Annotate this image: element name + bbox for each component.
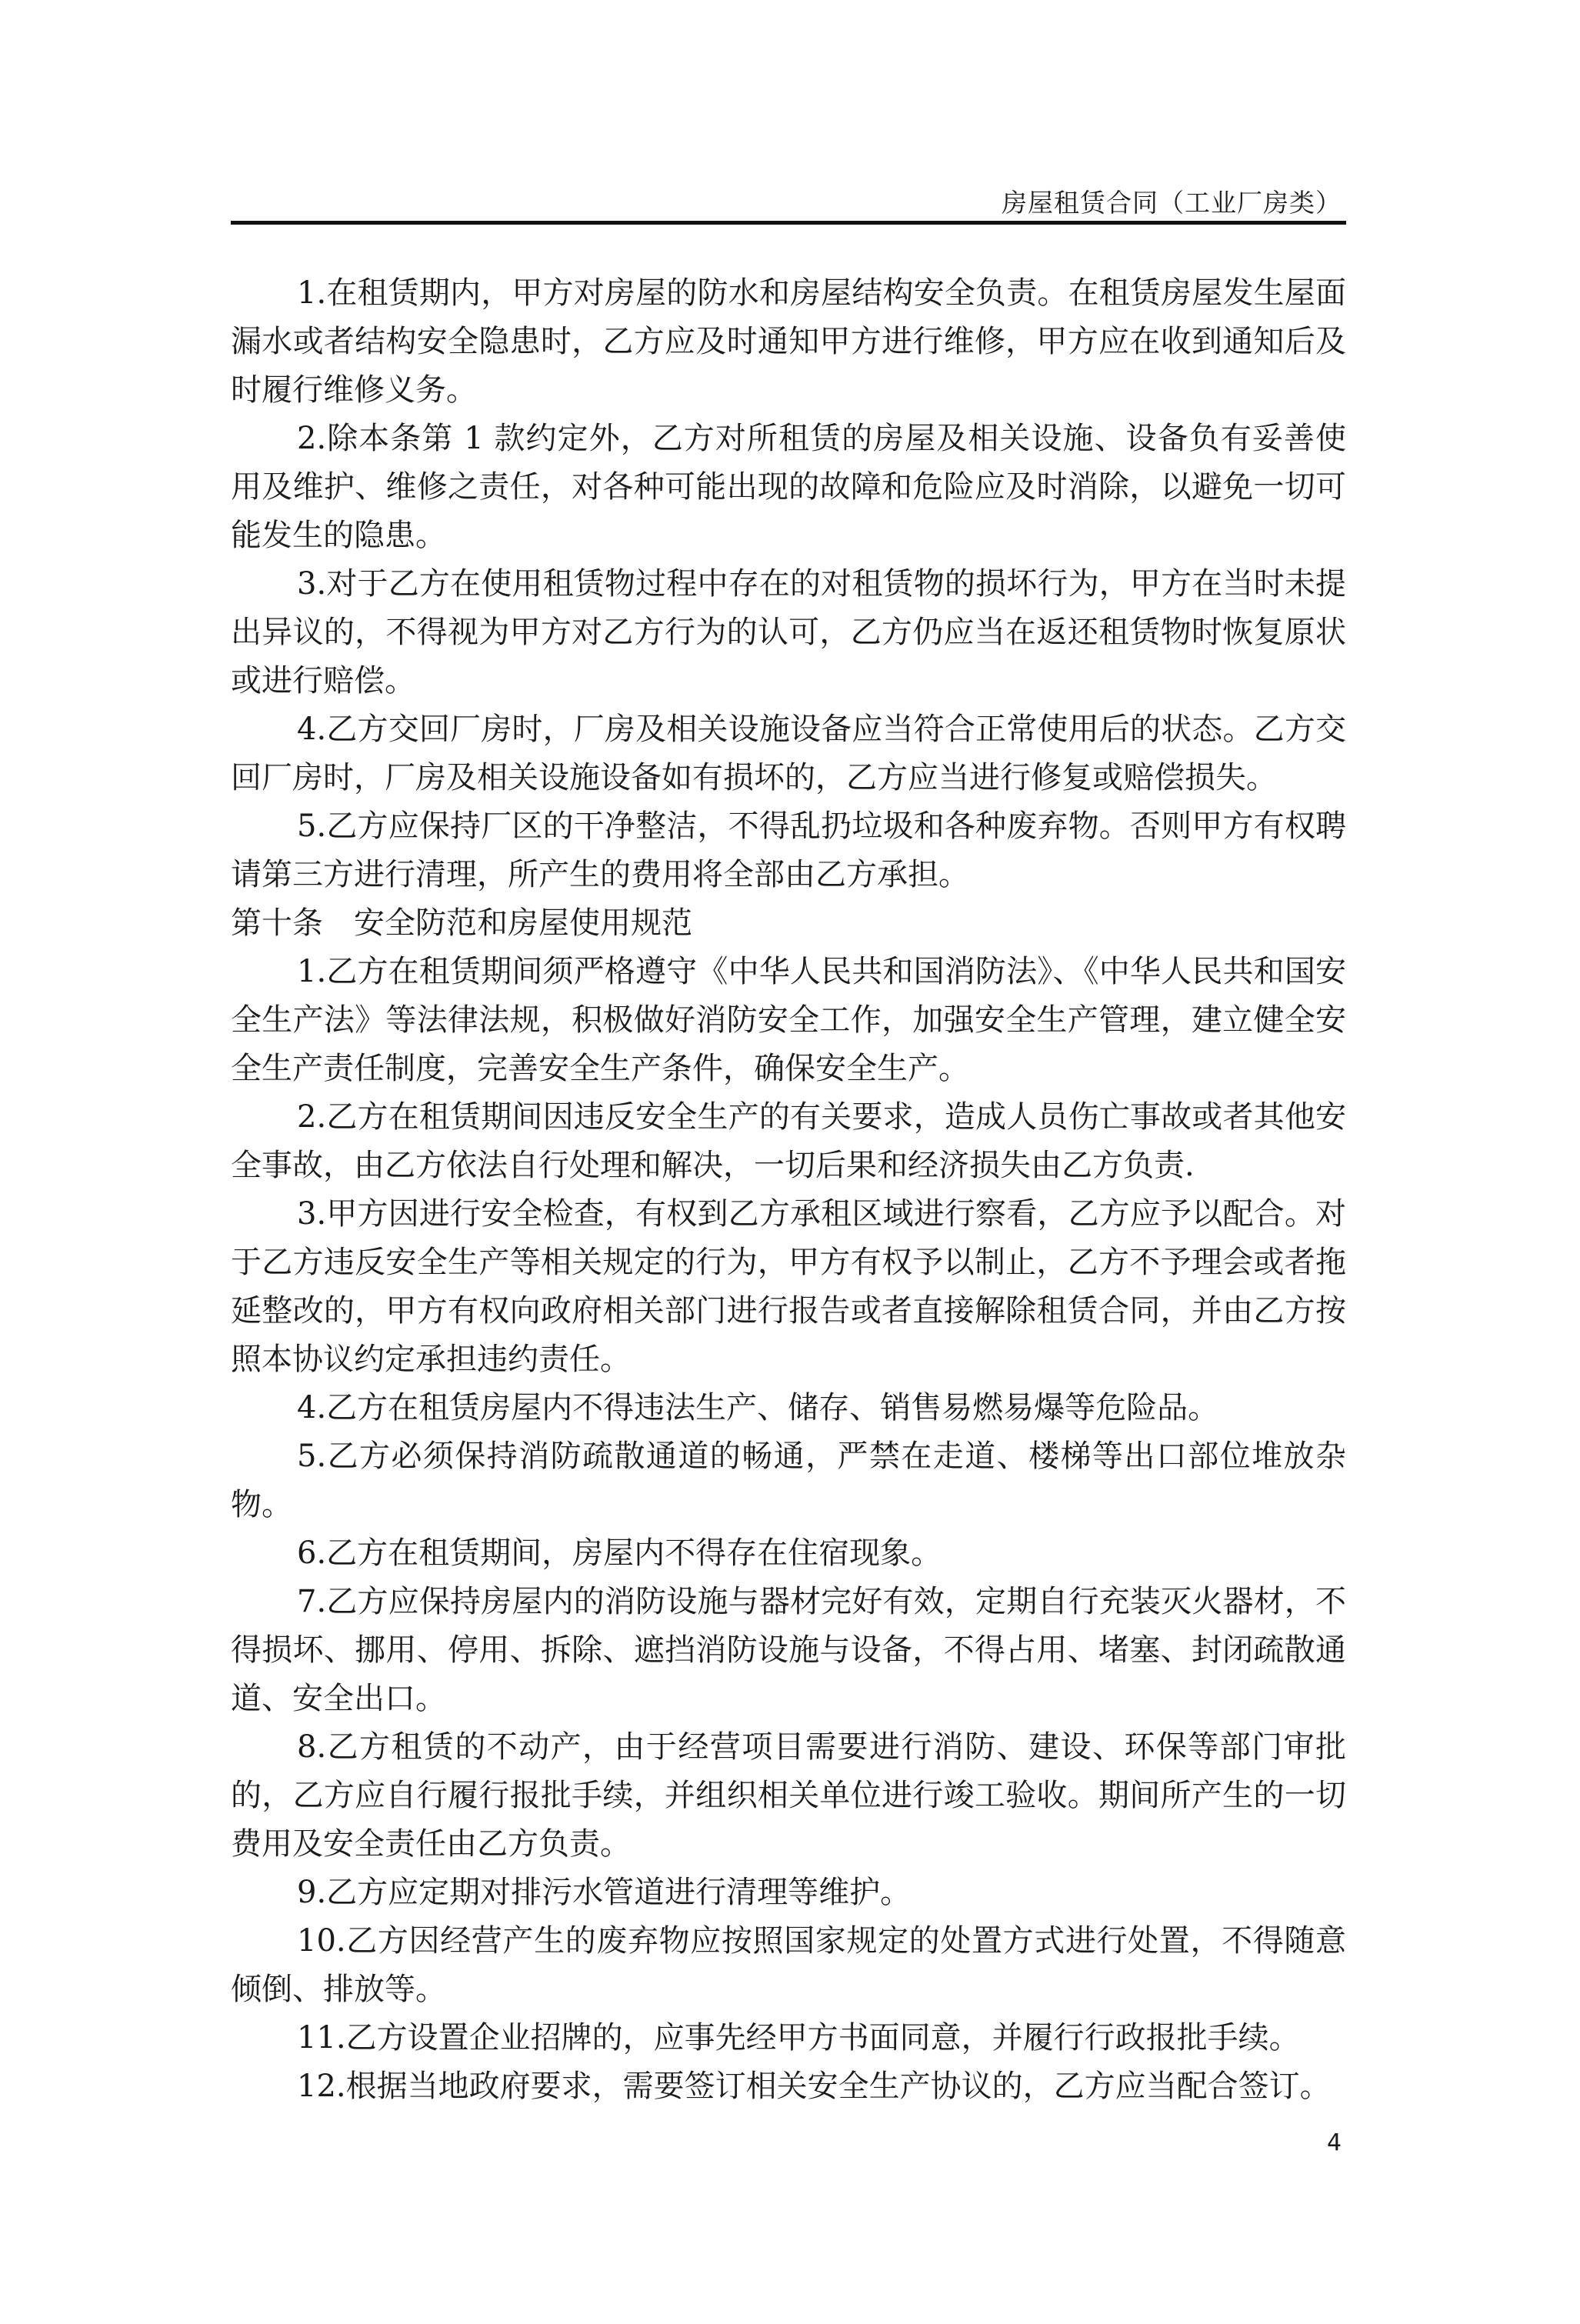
- article-10-heading: 第十条 安全防范和房屋使用规范: [231, 905, 692, 941]
- maintenance-clause-5: 5.乙方应保持厂区的干净整洁，不得乱扔垃圾和各种废弃物。否则甲方有权聘请第三方进行清理，所产生的费用将全部由乙方承担。: [231, 809, 1346, 892]
- article-10-clause-2: 2.乙方在租赁期间因违反安全生产的有关要求，造成人员伤亡事故或者其他安全事故，由乙方依法自行处理和解决，一切后果和经济损失由乙方负责.: [231, 1099, 1346, 1183]
- article-10-clause-11: 11.乙方设置企业招牌的，应事先经甲方书面同意，并履行行政报批手续。: [297, 2020, 1300, 2056]
- article-10-clause-3: 3.甲方因进行安全检查，有权到乙方承租区域进行察看，乙方应予以配合。对于乙方违反安全生产等相关规定的行为，甲方有权予以制止，乙方不予理会或者拖延整改的，甲方有权向政府相关部门进行报告或者直接解除租赁合同，并由乙方按照本协议约定承担违约责任。: [231, 1196, 1346, 1377]
- maintenance-clause-1: 1.在租赁期内，甲方对房屋的防水和房屋结构安全负责。在租赁房屋发生屋面漏水或者结构安全隐患时，乙方应及时通知甲方进行维修，甲方应在收到通知后及时履行维修义务。: [231, 275, 1346, 408]
- article-10-clause-12: 12.根据当地政府要求，需要签订相关安全生产协议的，乙方应当配合签订。: [297, 2069, 1331, 2104]
- article-10-clause-6: 6.乙方在租赁期间，房屋内不得存在住宿现象。: [297, 1535, 942, 1571]
- maintenance-clause-4: 4.乙方交回厂房时，厂房及相关设施设备应当符合正常使用后的状态。乙方交回厂房时，厂房及相关设施设备如有损坏的，乙方应当进行修复或赔偿损失。: [231, 712, 1346, 795]
- article-10-clause-10: 10.乙方因经营产生的废弃物应按照国家规定的处置方式进行处置，不得随意倾倒、排放等。: [231, 1923, 1346, 2007]
- article-10-clause-7: 7.乙方应保持房屋内的消防设施与器材完好有效，定期自行充装灭火器材，不得损坏、挪用、停用、拆除、遮挡消防设施与设备，不得占用、堵塞、封闭疏散通道、安全出口。: [231, 1584, 1346, 1716]
- article-10-clause-1: 1.乙方在租赁期间须严格遵守《中华人民共和国消防法》、《中华人民共和国安全生产法》等法律法规，积极做好消防安全工作，加强安全生产管理，建立健全安全生产责任制度，完善安全生产条件，确保安全生产。: [231, 954, 1346, 1086]
- contract-body: [231, 269, 1346, 2111]
- maintenance-clause-2: 2.除本条第 1 款约定外，乙方对所租赁的房屋及相关设施、设备负有妥善使用及维护、维修之责任，对各种可能出现的故障和危险应及时消除，以避免一切可能发生的隐患。: [231, 421, 1346, 553]
- article-10-clause-4: 4.乙方在租赁房屋内不得违法生产、储存、销售易燃易爆等危险品。: [297, 1390, 1219, 1425]
- document-header-title: 房屋租赁合同（工业厂房类）: [1002, 188, 1342, 218]
- page-number: 4: [1327, 2129, 1342, 2156]
- article-10-clause-8: 8.乙方租赁的不动产，由于经营项目需要进行消防、建设、环保等部门审批的，乙方应自行履行报批手续，并组织相关单位进行竣工验收。期间所产生的一切费用及安全责任由乙方负责。: [231, 1729, 1346, 1862]
- article-10-clause-9: 9.乙方应定期对排污水管道进行清理等维护。: [297, 1875, 912, 1910]
- maintenance-clause-3: 3.对于乙方在使用租赁物过程中存在的对租赁物的损坏行为，甲方在当时未提出异议的，不得视为甲方对乙方行为的认可，乙方仍应当在返还租赁物时恢复原状或进行赔偿。: [231, 566, 1346, 699]
- header-rule: [231, 221, 1346, 225]
- article-10-clause-5: 5.乙方必须保持消防疏散通道的畅通，严禁在走道、楼梯等出口部位堆放杂物。: [231, 1439, 1346, 1522]
